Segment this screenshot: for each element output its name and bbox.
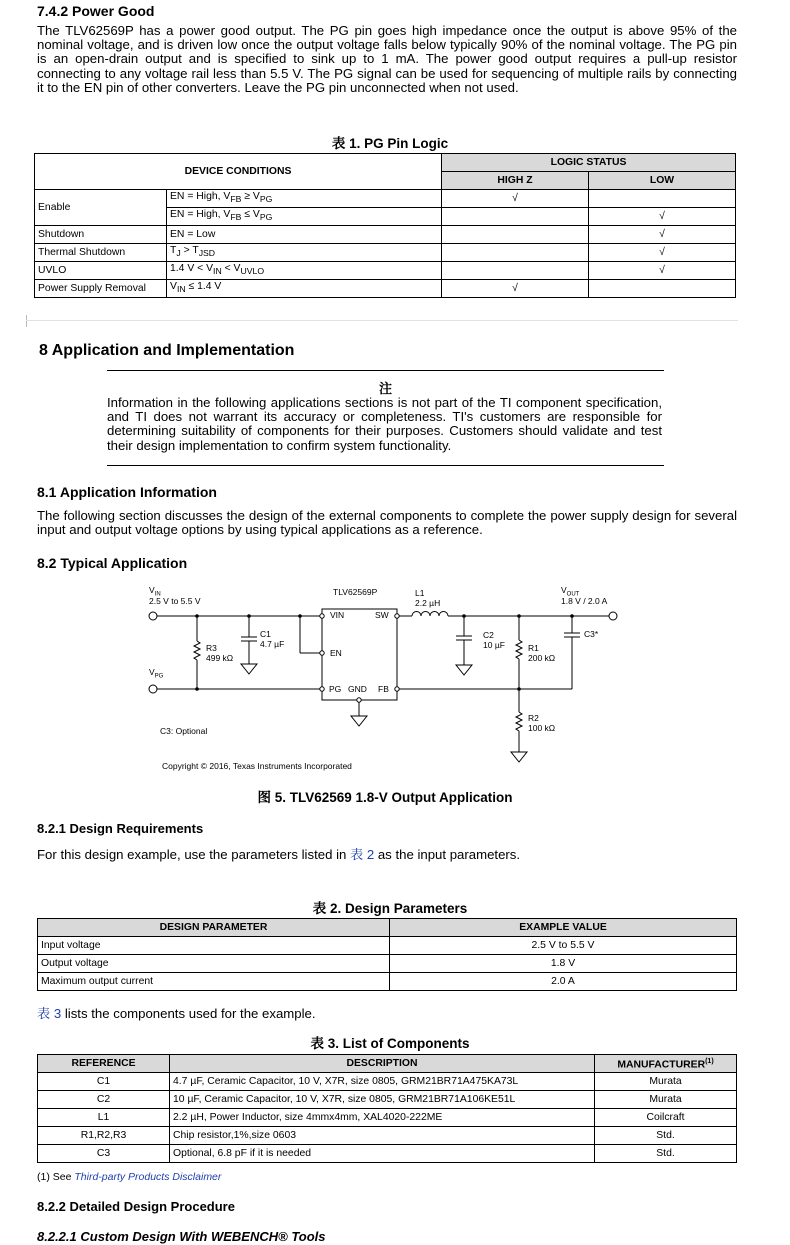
- vpg-terminal: [149, 685, 157, 693]
- r3-label: R3: [206, 643, 217, 653]
- c1-label: C1: [260, 629, 271, 639]
- row-highz: √: [442, 190, 589, 208]
- table-row: [38, 1127, 737, 1145]
- row-name: Power Supply Removal: [35, 280, 167, 298]
- vin-range: 2.5 V to 5.5 V: [149, 596, 201, 606]
- row-desc: 10 µF, Ceramic Capacitor, 10 V, X7R, size 0805, GRM21BR71A106KE51L: [170, 1091, 595, 1109]
- pin-gnd: GND: [348, 684, 367, 694]
- c3-note: C3: Optional: [160, 726, 208, 736]
- vout-value: 1.8 V / 2.0 A: [561, 596, 608, 606]
- section-8-1-body: The following section discusses the design of the external components to complete the power supply design for several input and output voltage options by using typical applications as a reference.: [37, 508, 737, 538]
- table1-caption: 表 1. PG Pin Logic: [331, 136, 449, 151]
- pin-pg: PG: [329, 684, 342, 694]
- table2-caption: 表 2. Design Parameters: [312, 901, 468, 916]
- section-7-4-2-body: The TLV62569P has a power good output. The PG pin goes high impedance once the output is above 95% of the nominal voltage, and is driven low once the output voltage falls below typically 90% of the nominal voltage. The PG pin is an open-drain output and is specified to sink up to 1 mA. The power good output requires a pull-up resistor connecting to any voltage rail less than 5.5 V. The PG signal can be used for sequencing of multiple rails by connecting it to the EN pin of other converters. Leave the PG pin unconnected when not used.: [37, 23, 737, 95]
- row-mfr: Std.: [595, 1127, 737, 1145]
- section-8-title: 8 Application and Implementation: [39, 342, 295, 359]
- row-cond: 1.4 $V < V_{IN} < V_{UVLO}$: [167, 262, 442, 280]
- col-design-parameter: DESIGN PARAMETER: [38, 919, 390, 937]
- table-row: [38, 955, 737, 973]
- row-param: Maximum output current: [38, 973, 390, 991]
- col-low: LOW: [589, 172, 736, 190]
- section-7-4-2-title: 7.4.2 Power Good: [37, 3, 155, 19]
- row-ref: C2: [38, 1091, 170, 1109]
- table-row: [38, 937, 737, 955]
- row-value: 2.5 V to 5.5 V: [390, 937, 737, 955]
- note-title: 注: [378, 381, 392, 396]
- pin-en: EN: [330, 648, 342, 658]
- row-low: √: [589, 244, 736, 262]
- row-value: 2.0 A: [390, 973, 737, 991]
- row-value: 1.8 V: [390, 955, 737, 973]
- row-mfr: Std.: [595, 1145, 737, 1163]
- c3-label: C3*: [584, 629, 599, 639]
- footnote: (1) See Third-party Products Disclaimer: [37, 1171, 222, 1183]
- col-device-conditions: DEVICE CONDITIONS: [35, 154, 442, 190]
- section-8-2-2-title: 8.2.2 Detailed Design Procedure: [37, 1199, 235, 1214]
- row-low: √: [589, 208, 736, 226]
- disclaimer-link[interactable]: Third-party Products Disclaimer: [74, 1171, 222, 1183]
- note-body: Information in the following applications sections is not part of the TI component specification, and TI does not warrant its accuracy or completeness. TI's customers are responsible for determining suitability of components for their purposes. Customers should validate and test their design implementation to confirm system functionality.: [107, 395, 662, 453]
- row-ref: C3: [38, 1145, 170, 1163]
- row-cond: EN = High, $V_{FB} \ge V_{PG}$: [167, 190, 442, 208]
- section-8-1-title: 8.1 Application Information: [37, 484, 217, 500]
- table3-link[interactable]: 表 3: [37, 1006, 62, 1021]
- row-cond: $V_{IN} \le 1.4$ V: [167, 280, 442, 298]
- vout-label: $V_{OUT}$: [561, 585, 580, 598]
- r2-label: R2: [528, 713, 539, 723]
- section-8-2-title: 8.2 Typical Application: [37, 555, 188, 571]
- table-row: [38, 1073, 737, 1091]
- row-name: Shutdown: [35, 226, 167, 244]
- r1-label: R1: [528, 643, 539, 653]
- section-8-2-1-title: 8.2.1 Design Requirements: [37, 821, 204, 836]
- row-desc: Chip resistor,1%,size 0603: [170, 1127, 595, 1145]
- row-low: √: [589, 226, 736, 244]
- table2-link[interactable]: 表 2: [350, 847, 375, 862]
- col-high-z: HIGH Z: [442, 172, 589, 190]
- col-reference: REFERENCE: [38, 1055, 170, 1073]
- row-mfr: Murata: [595, 1091, 737, 1109]
- components-table: [37, 1054, 737, 1163]
- vin-label: $V_{IN}$: [149, 585, 161, 598]
- row-desc: 2.2 µH, Power Inductor, size 4mmx4mm, XAL4020-222ME: [170, 1109, 595, 1127]
- copyright: Copyright © 2016, Texas Instruments Incorporated: [162, 761, 352, 771]
- vin-terminal: [149, 612, 157, 620]
- row-desc: Optional, 6.8 pF if it is needed: [170, 1145, 595, 1163]
- col-manufacturer: MANUFACTURER$^{(1)}$: [595, 1055, 737, 1073]
- section-8-2-2-1-title: 8.2.2.1 Custom Design With WEBENCH® Tools: [37, 1229, 326, 1244]
- pin-vin: VIN: [330, 610, 345, 620]
- design-parameters-table: [37, 918, 737, 991]
- row-name: UVLO: [35, 262, 167, 280]
- c2-value: 10 µF: [483, 640, 505, 650]
- col-logic-status: LOGIC STATUS: [442, 154, 736, 172]
- vpg-label: $V_{PG}$: [149, 667, 164, 680]
- row-name: Enable: [35, 190, 167, 226]
- table-row: [38, 1109, 737, 1127]
- row-param: Input voltage: [38, 937, 390, 955]
- c2-label: C2: [483, 630, 494, 640]
- row-cond: $T_J > T_{JSD}$: [167, 244, 442, 262]
- row-ref: L1: [38, 1109, 170, 1127]
- table3-caption: 表 3. List of Components: [310, 1036, 470, 1051]
- section-8-2-1-body: For this design example, use the parameters listed in 表 2 as the input parameters.: [37, 847, 521, 862]
- r2-value: 100 kΩ: [528, 723, 556, 733]
- col-example-value: EXAMPLE VALUE: [390, 919, 737, 937]
- row-mfr: Coilcraft: [595, 1109, 737, 1127]
- row-param: Output voltage: [38, 955, 390, 973]
- row-mfr: Murata: [595, 1073, 737, 1091]
- table3-intro: 表 3 lists the components used for the example.: [37, 1006, 316, 1021]
- r3-value: 499 kΩ: [206, 653, 234, 663]
- vout-terminal: [609, 612, 617, 620]
- row-desc: 4.7 µF, Ceramic Capacitor, 10 V, X7R, size 0805, GRM21BR71A475KA73L: [170, 1073, 595, 1091]
- row-cond: EN = High, $V_{FB} \le V_{PG}$: [167, 208, 442, 226]
- row-highz: √: [442, 280, 589, 298]
- l1-value: 2.2 µH: [415, 598, 441, 608]
- ic-name: TLV62569P: [333, 587, 378, 597]
- l1-label: L1: [415, 588, 425, 598]
- row-low: √: [589, 262, 736, 280]
- table-row: [38, 1091, 737, 1109]
- row-name: Thermal Shutdown: [35, 244, 167, 262]
- col-description: DESCRIPTION: [170, 1055, 595, 1073]
- pin-fb: FB: [378, 684, 389, 694]
- r1-value: 200 kΩ: [528, 653, 556, 663]
- table-row: [38, 973, 737, 991]
- table-row: [38, 1145, 737, 1163]
- pin-sw: SW: [375, 610, 389, 620]
- figure5-caption: 图 5. TLV62569 1.8-V Output Application: [257, 790, 513, 805]
- row-cond: EN = Low: [167, 226, 442, 244]
- row-ref: C1: [38, 1073, 170, 1091]
- row-ref: R1,R2,R3: [38, 1127, 170, 1145]
- c1-value: 4.7 µF: [260, 639, 285, 649]
